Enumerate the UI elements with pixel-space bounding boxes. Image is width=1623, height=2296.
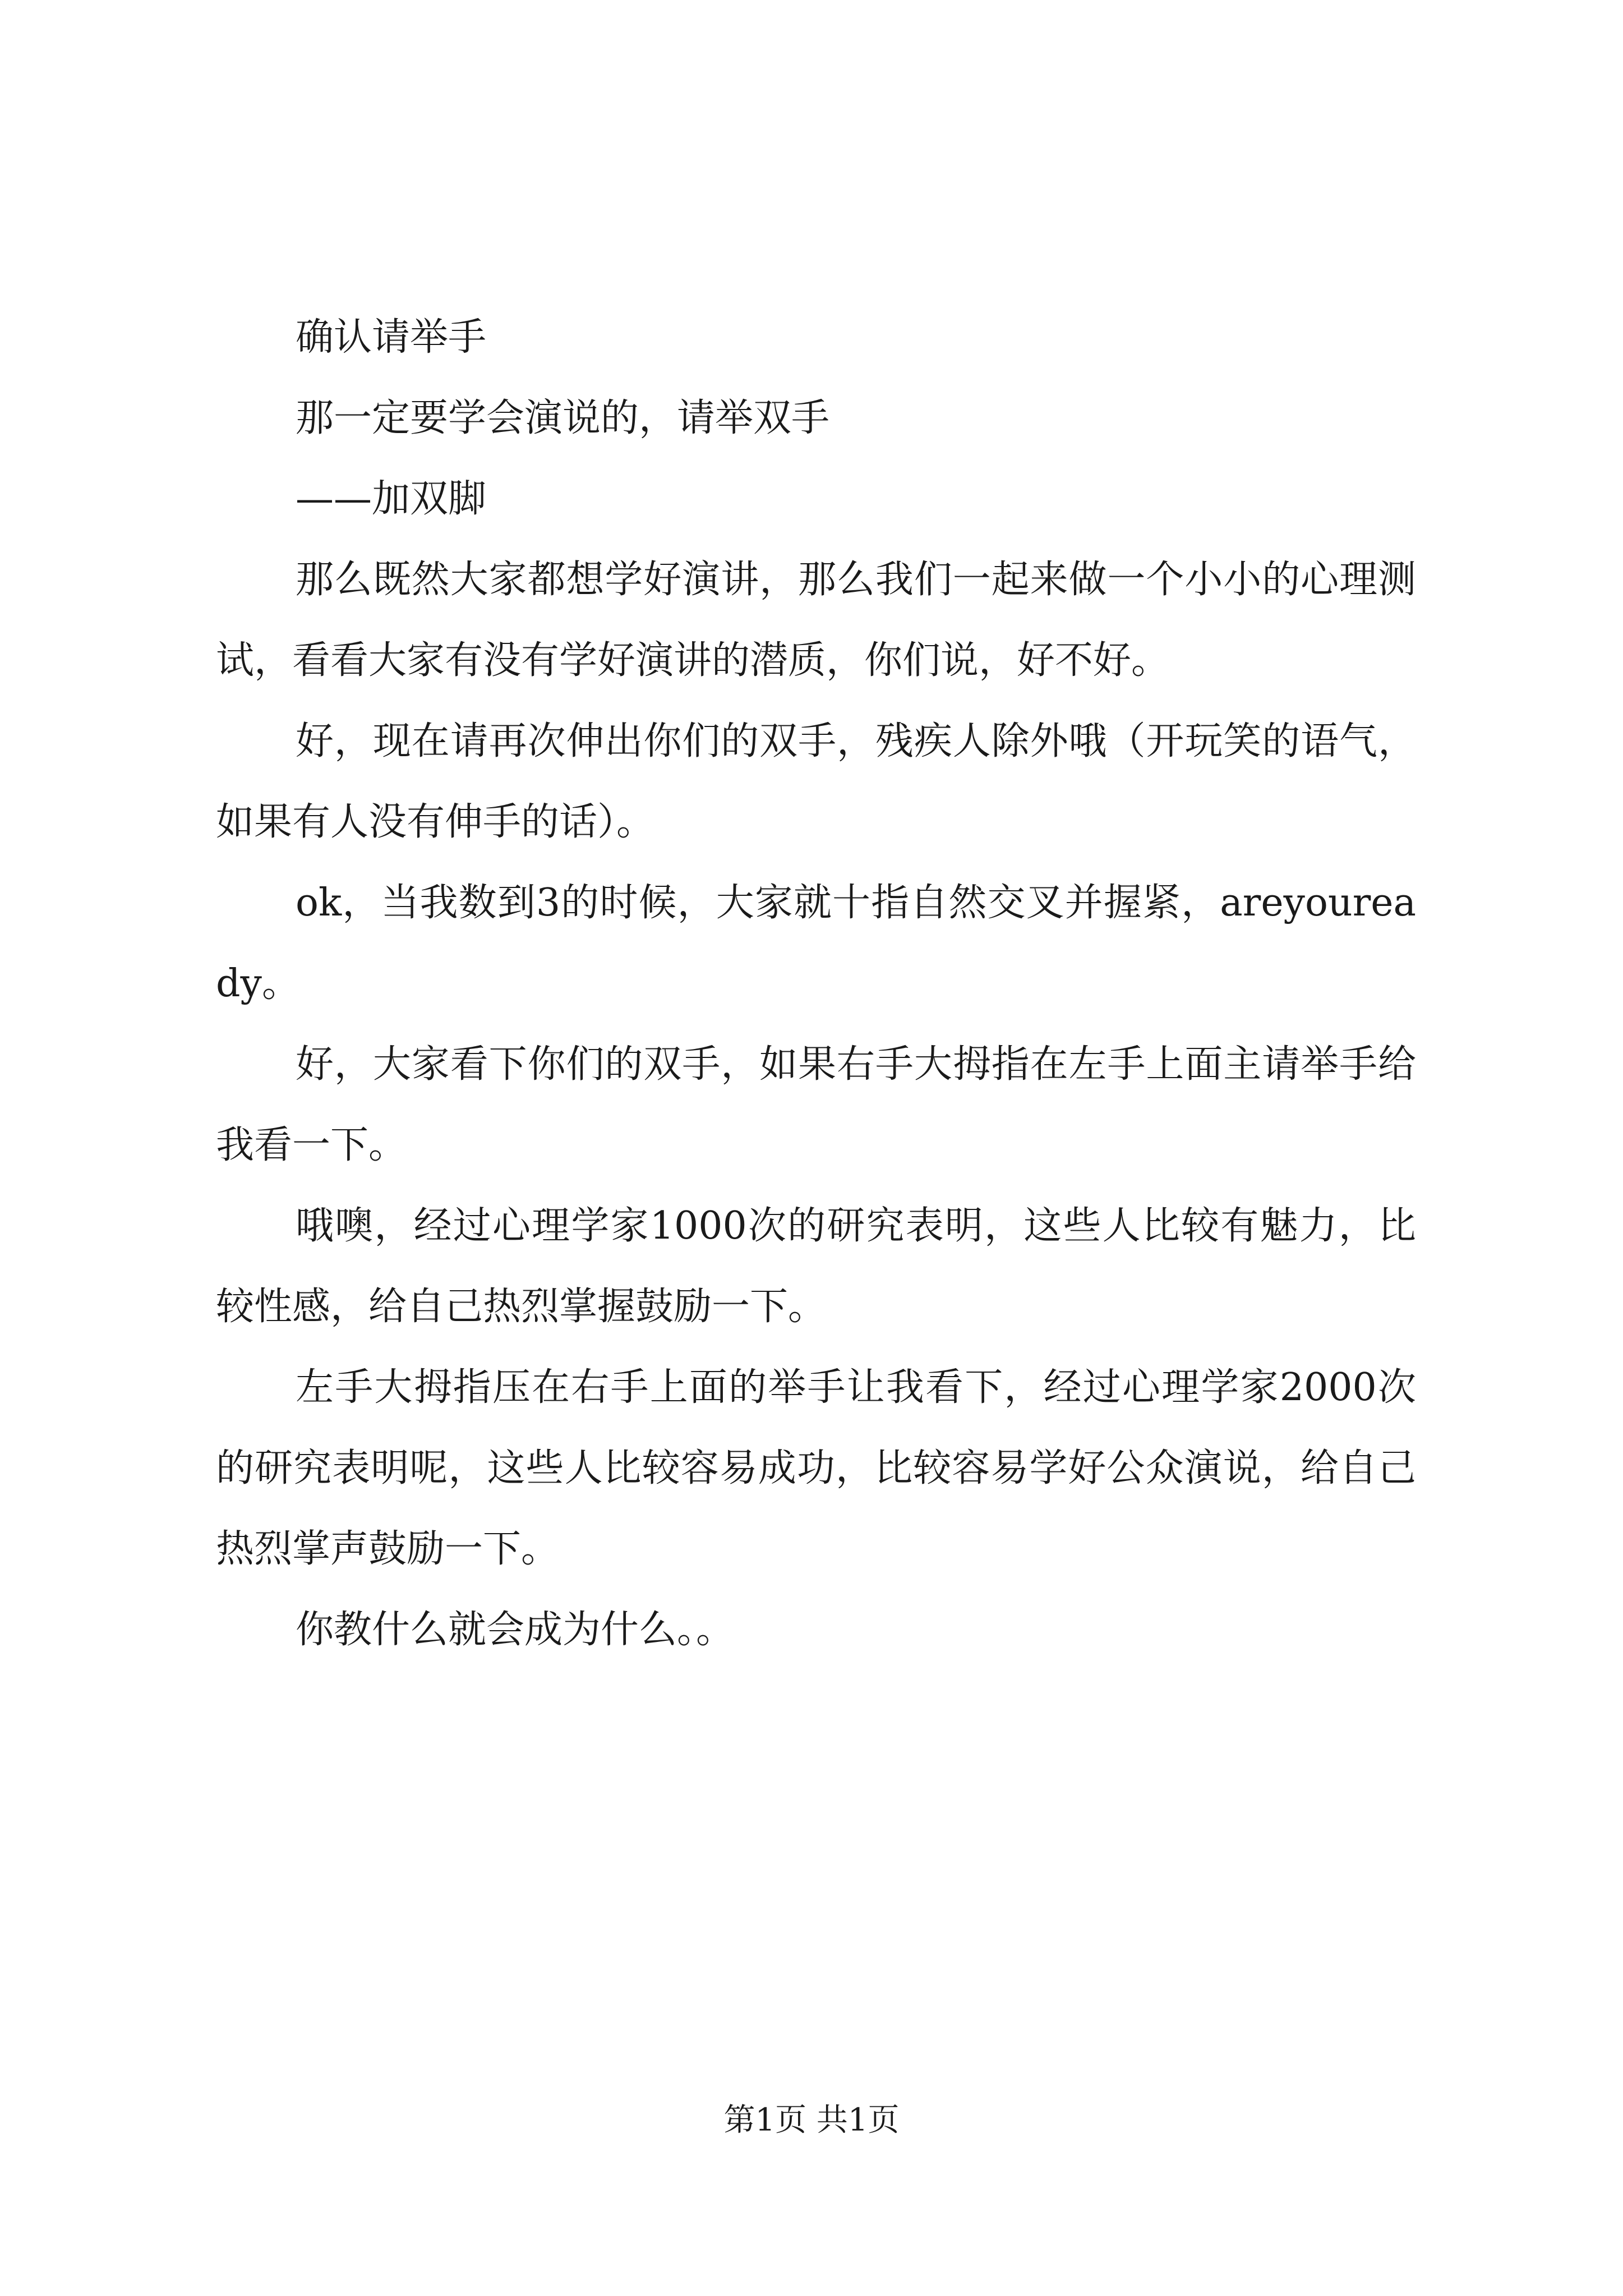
paragraph: ——加双脚 (296, 477, 487, 521)
paragraph: 你教什么就会成为什么。。 (296, 1608, 735, 1652)
paragraph: 好，现在请再次伸出你们的双手，残疾人除外哦（开玩笑的语气，如果有人没有伸手的话）。 (216, 719, 1416, 844)
paragraph: 左手大拇指压在右手上面的举手让我看下，经过心理学家2000次的研究表明呢，这些人比较容易成功，比较容易学好公众演说，给自己热烈掌声鼓励一下。 (216, 1365, 1416, 1571)
paragraph: 确认请举手 (296, 315, 487, 360)
paragraph: 那么既然大家都想学好演讲，那么我们一起来做一个小小的心理测试，看看大家有没有学好演讲的潜质，你们说，好不好。 (216, 558, 1416, 683)
document-body (216, 297, 1416, 1671)
paragraph: 那一定要学会演说的，请举双手 (296, 396, 830, 440)
paragraph: ok，当我数到3的时候，大家就十指自然交叉并握紧，areyouready。 (216, 881, 1416, 1006)
page-number-footer: 第1页 共1页 (723, 2102, 900, 2138)
paragraph: 哦噢，经过心理学家1000次的研究表明，这些人比较有魅力，比较性感，给自己热烈掌握鼓励一下。 (216, 1204, 1416, 1329)
paragraph: 好，大家看下你们的双手，如果右手大拇指在左手上面主请举手给我看一下。 (216, 1042, 1416, 1167)
